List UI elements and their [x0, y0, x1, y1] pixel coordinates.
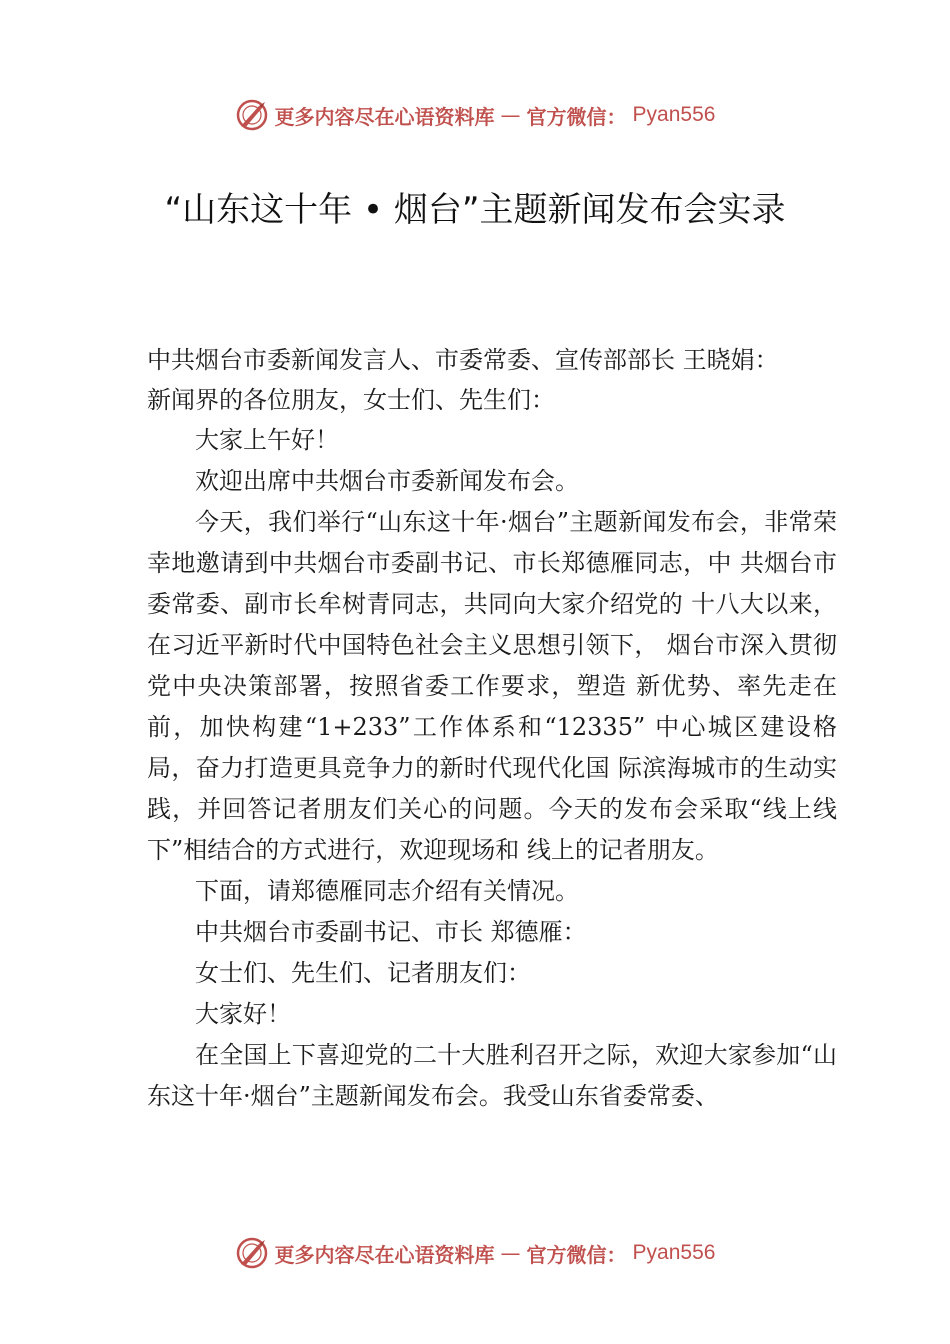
wechat-id: Pyan556 — [632, 1241, 716, 1264]
greeting-2: 大家好！ — [195, 1000, 291, 1028]
wechat-id: Pyan556 — [632, 103, 716, 126]
document-title: “山东这十年 • 烟台”主题新闻发布会实录 — [164, 190, 786, 230]
speaker-line-2: 中共烟台市委副书记、市长 郑德雁： — [195, 918, 587, 946]
brand-text: 更多内容尽在心语资料库 — [274, 1242, 495, 1267]
salutation-2: 女士们、先生们、记者朋友们： — [195, 959, 531, 987]
document-body — [147, 340, 837, 1117]
quill-pen-circle-icon — [235, 98, 269, 132]
transition-paragraph: 下面，请郑德雁同志介绍有关情况。 — [195, 877, 579, 905]
speech-paragraph: 在全国上下喜迎党的二十大胜利召开之际，欢迎大家参加“山东这十年·烟台”主题新闻发布会。我受山东省委常委、 — [147, 1041, 837, 1110]
wechat-label: 官方微信： — [526, 104, 627, 129]
quill-pen-circle-icon — [235, 1236, 269, 1270]
intro-paragraph: 今天，我们举行“山东这十年·烟台”主题新闻发布会，非常荣幸地邀请到中共烟台市委副书记、市长郑德雁同志，中 共烟台市委常委、副市长牟树青同志，共同向大家介绍党的 十八大以来，在习近平新时代中国特色社会主义思想引领下， 烟台市深入贯彻党中央决策部署，按照省委工作要求，塑造 新优势、率先走在前，加快构建“1+233”工作体系和“12335” 中心城区建设格局，奋力打造更具竞争力的新时代现代化国 际滨海城市的生动实践，并回答记者朋友们关心的问题。今天的发布会采取“线上线下”相结合的方式进行，欢迎现场和 线上的记者朋友。 — [147, 508, 837, 864]
brand-text: 更多内容尽在心语资料库 — [274, 104, 495, 129]
salutation: 新闻界的各位朋友，女士们、先生们： — [147, 386, 555, 414]
greeting: 大家上午好！ — [195, 426, 339, 454]
separator: — — [500, 103, 521, 127]
separator: — — [500, 1241, 521, 1265]
speaker-line: 中共烟台市委新闻发言人、市委常委、宣传部部长 王晓娟： — [147, 346, 779, 374]
header-banner — [0, 95, 950, 135]
wechat-label: 官方微信： — [526, 1242, 627, 1267]
footer-banner — [0, 1233, 950, 1273]
welcome-paragraph: 欢迎出席中共烟台市委新闻发布会。 — [195, 467, 579, 495]
